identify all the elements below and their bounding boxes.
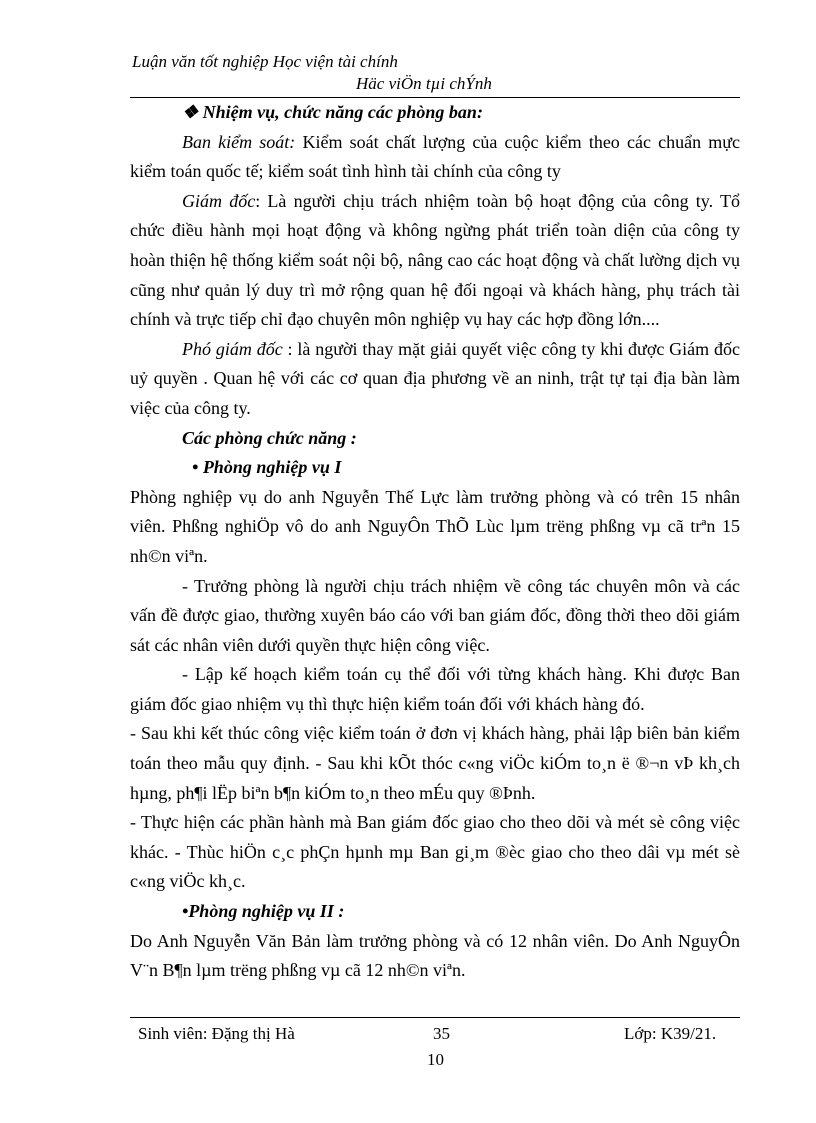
dept2-title: Phòng nghiệp vụ II :	[188, 901, 345, 922]
running-header-title: Luận văn tốt nghiệp Học viện tài chính	[132, 52, 398, 71]
section-title: Nhiệm vụ, chức năng các phòng ban:	[202, 102, 483, 122]
label-director: Giám đốc	[182, 190, 256, 211]
paragraph-supervisory-board	[130, 128, 740, 187]
diamond-bullet-icon: ❖	[182, 102, 199, 122]
dept2-heading	[130, 897, 740, 927]
footer-page-number: 35	[433, 1024, 450, 1043]
text-supervisory-board: Kiểm soát chất lượng của cuộc kiểm theo các chuẩn mực kiểm toán quốc tế; kiểm soát tình hình tài chính của công ty	[130, 131, 740, 182]
bullet-icon: •	[182, 901, 189, 922]
running-header-legacy-text: Häc viÖn tµi chÝnh	[356, 74, 492, 93]
dept2-intro: Do Anh Nguyễn Văn Bản làm trưởng phòng và có 12 nhân viên. Do Anh NguyÔn V¨n B¶n lµm trëng phßng vµ cã 12 nh©n viªn.	[130, 930, 740, 981]
text-director: : Là người chịu trách nhiệm toàn bộ hoạt động của công ty. Tổ chức điều hành mọi hoạt động và không ngừng phát triển toàn diện của công ty hoàn thiện hệ thống kiểm soát nội bộ, nâng cao các hoạt động và chất lường dịch vụ cũng như quản lý duy trì mở rộng quan hệ đối ngoại và khách hàng, phụ trách tài chính và trực tiếp chỉ đạo chuyên môn nghiệp vụ hay các hợp đồng lớn....	[130, 190, 740, 330]
paragraph-director	[130, 187, 740, 335]
dept1-paragraph-3: - Sau khi kết thúc công việc kiểm toán ở đơn vị khách hàng, phải lập biên bản kiểm toán theo mẫu quy định. - Sau khi kÕt thóc c«ng viÖc kiÓm to¸n ë ®¬n vÞ kh¸ch hµng, ph¶i lËp biªn b¶n kiÓm to¸n theo mÉu quy ®Þnh.	[130, 723, 740, 803]
dept1-paragraph-4: - Thực hiện các phần hành mà Ban giám đốc giao cho theo dõi và mét sè công việc khác. - Thùc hiÖn c¸c phÇn hµnh mµ Ban gi¸m ®èc giao cho theo dâi vµ mét sè c«ng viÖc kh¸c.	[130, 812, 740, 892]
text-deputy-director: : là người thay mặt giải quyết việc công ty khi được Giám đốc uỷ quyền . Quan hệ với các cơ quan địa phương về an ninh, trật tự tại địa bàn làm việc của công ty.	[130, 338, 740, 418]
footer-sequence-number: 10	[427, 1050, 444, 1069]
label-supervisory-board: Ban kiểm soát:	[182, 131, 296, 152]
dept1-heading	[130, 453, 740, 483]
bullet-icon: •	[192, 457, 199, 478]
dept1-paragraph-1: - Trưởng phòng là người chịu trách nhiệm về công tác chuyên môn và các vấn đề được giao, thường xuyên báo cáo với ban giám đốc, đồng thời theo dõi giám sát các nhân viên dưới quyền thực hiện công việc.	[130, 575, 740, 655]
footer-class: Lớp: K39/21.	[624, 1024, 717, 1043]
dept1-title: Phòng nghiệp vụ I	[202, 457, 342, 478]
section-heading-duties	[130, 98, 740, 128]
label-deputy-director: Phó giám đốc	[182, 338, 283, 359]
section-heading-departments: Các phòng chức năng :	[182, 427, 357, 448]
footer-divider	[130, 1017, 740, 1018]
footer-student-name: Sinh viên: Đặng thị Hà	[138, 1024, 295, 1043]
document-body	[130, 98, 740, 986]
paragraph-deputy-director	[130, 335, 740, 424]
dept1-paragraph-2: - Lập kế hoạch kiểm toán cụ thể đối với từng khách hàng. Khi được Ban giám đốc giao nhiệm vụ thì thực hiện kiểm toán đối với khách hàng đó.	[130, 664, 740, 714]
dept1-intro: Phòng nghiệp vụ do anh Nguyễn Thế Lực làm trưởng phòng và có trên 15 nhân viên. Phßng nghiÖp vô do anh NguyÔn ThÕ Lùc lµm trëng phßng vµ cã trªn 15 nh©n viªn.	[130, 486, 740, 566]
